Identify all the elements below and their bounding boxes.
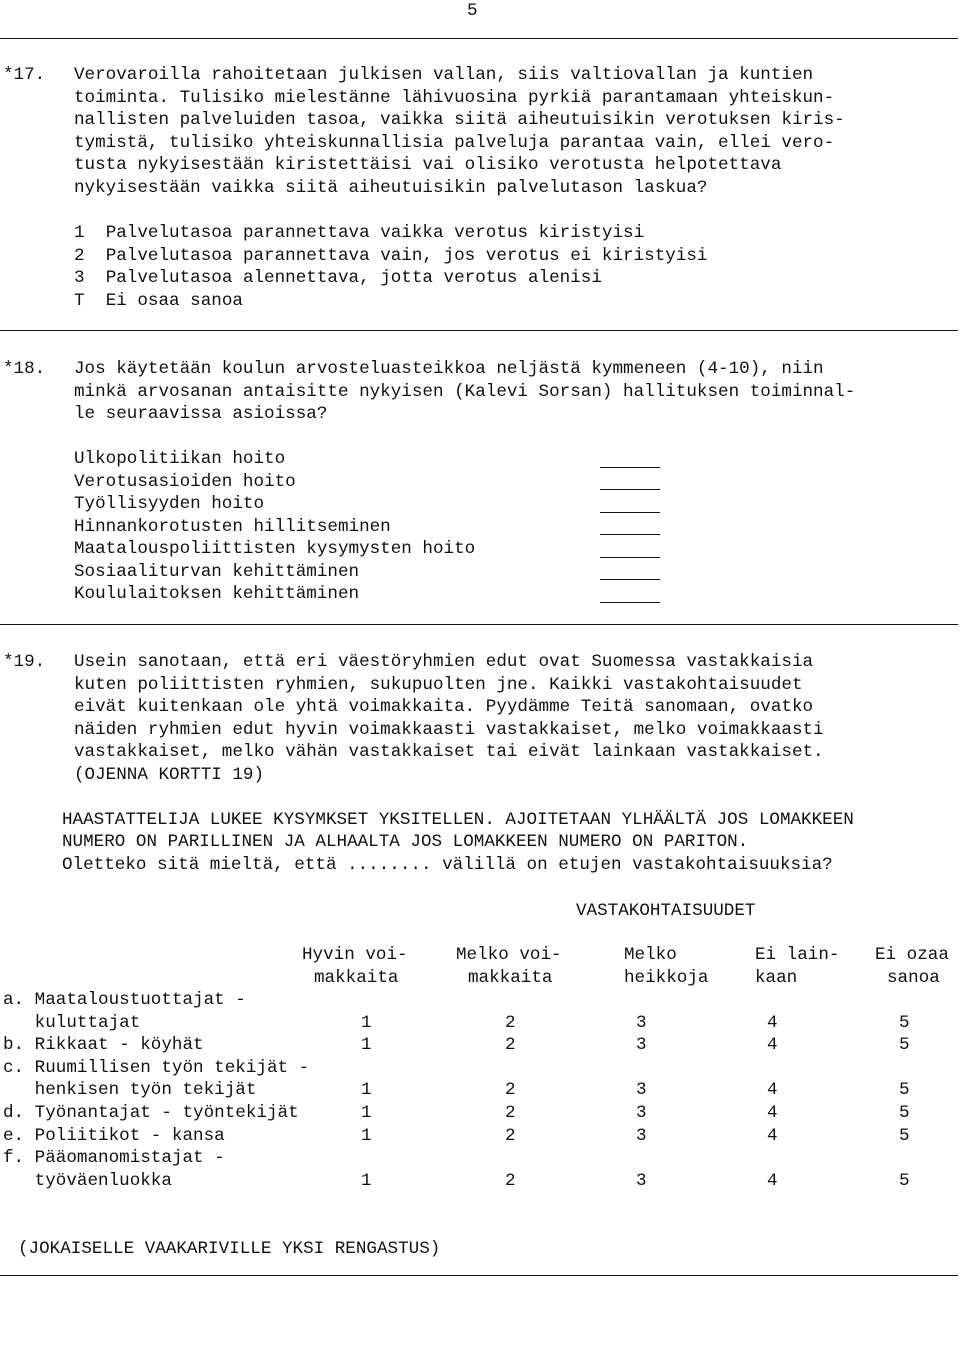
row-label: henkisen työn tekijät [3, 1080, 257, 1100]
divider [0, 330, 958, 331]
answer-code[interactable]: 3 [636, 1080, 647, 1100]
answer-option[interactable] [74, 267, 602, 290]
answer-code[interactable]: 5 [899, 1013, 910, 1033]
answer-code[interactable]: 3 [636, 1035, 647, 1055]
answer-code[interactable]: 3 [636, 1171, 647, 1191]
row-label: työväenluokka [3, 1171, 172, 1191]
option-code: 1 [74, 223, 85, 243]
option-code: 2 [74, 246, 85, 266]
question-text-line: toiminta. Tulisiko mielestänne lähivuosina pyrkiä parantamaan yhteiskun- [74, 88, 835, 108]
column-header: sanoa [887, 968, 940, 988]
question-number: *17. [3, 65, 46, 85]
column-header: Melko [624, 945, 677, 965]
option-code: 3 [74, 268, 85, 288]
question-text-line: näiden ryhmien edut hyvin voimakkaasti vastakkaiset, melko voimakkaasti [74, 720, 824, 740]
column-header: makkaita [468, 968, 553, 988]
answer-code[interactable]: 4 [767, 1171, 778, 1191]
rating-item-label: Maatalouspoliittisten kysymysten hoito [74, 539, 476, 559]
question-text-line: nallisten palveluiden tasoa, vaikka siitä aiheutuisikin verotuksen kiris- [74, 110, 845, 130]
table-row [0, 1125, 960, 1148]
grade-answer-blank[interactable] [600, 602, 660, 603]
column-header: Hyvin voi- [302, 945, 408, 965]
answer-code[interactable]: 1 [361, 1013, 372, 1033]
rating-item-label: Työllisyyden hoito [74, 494, 265, 514]
answer-code[interactable]: 4 [767, 1103, 778, 1123]
question-text-line: vastakkaiset, melko vähän vastakkaiset tai eivät lainkaan vastakkaiset. [74, 742, 824, 762]
question-prompt: Oletteko sitä mieltä, että ........ välillä on etujen vastakohtaisuuksia? [62, 855, 833, 875]
page-number: 5 [467, 1, 478, 21]
question-text-line: nykyisestään vaikka siitä aiheutuisikin palvelutason laskua? [74, 178, 708, 198]
row-label: f. Pääomanomistajat - [3, 1148, 225, 1168]
table-title: VASTAKOHTAISUUDET [576, 901, 756, 921]
show-card-instruction: (OJENNA KORTTI 19) [74, 765, 265, 785]
answer-option[interactable] [74, 222, 644, 245]
table-row [0, 1170, 960, 1193]
grade-answer-blank[interactable] [600, 512, 660, 513]
row-label: kuluttajat [3, 1013, 141, 1033]
answer-code[interactable]: 1 [361, 1080, 372, 1100]
answer-code[interactable]: 1 [361, 1103, 372, 1123]
divider [0, 38, 958, 39]
answer-code[interactable]: 1 [361, 1126, 372, 1146]
answer-code[interactable]: 2 [505, 1171, 516, 1191]
answer-code[interactable]: 5 [899, 1103, 910, 1123]
row-label: e. Poliitikot - kansa [3, 1126, 225, 1146]
answer-code[interactable]: 1 [361, 1035, 372, 1055]
question-text-line: kuten poliittisten ryhmien, sukupuolten jne. Kaikki vastakohtaisuudet [74, 675, 803, 695]
question-text-line: tymistä, tulisiko yhteiskunnallisia palveluja parantaa vain, ellei vero- [74, 133, 835, 153]
answer-code[interactable]: 5 [899, 1126, 910, 1146]
answer-code[interactable]: 4 [767, 1035, 778, 1055]
column-header: heikkoja [624, 968, 709, 988]
rating-item-label: Koululaitoksen kehittäminen [74, 584, 360, 604]
grade-answer-blank[interactable] [600, 557, 660, 558]
question-text-line: Verovaroilla rahoitetaan julkisen vallan, siis valtiovallan ja kuntien [74, 65, 814, 85]
option-text: Palvelutasoa parannettava vaikka verotus kiristyisi [105, 223, 645, 243]
grade-answer-blank[interactable] [600, 467, 660, 468]
table-row [0, 1079, 960, 1102]
answer-code[interactable]: 4 [767, 1013, 778, 1033]
divider [0, 1275, 958, 1276]
answer-code[interactable]: 3 [636, 1126, 647, 1146]
column-header: Melko voi- [456, 945, 562, 965]
question-number: *19. [3, 652, 46, 672]
answer-code[interactable]: 5 [899, 1035, 910, 1055]
interviewer-instruction: HAASTATTELIJA LUKEE KYSYMKSET YKSITELLEN. AJOITETAAN YLHÄÄLTÄ JOS LOMAKKEEN [62, 810, 854, 830]
answer-code[interactable]: 2 [505, 1080, 516, 1100]
column-header: makkaita [314, 968, 399, 988]
answer-code[interactable]: 4 [767, 1126, 778, 1146]
divider [0, 624, 958, 625]
grade-answer-blank[interactable] [600, 579, 660, 580]
answer-code[interactable]: 3 [636, 1013, 647, 1033]
row-label: a. Maataloustuottajat - [3, 990, 246, 1010]
interviewer-instruction: NUMERO ON PARILLINEN JA ALHAALTA JOS LOMAKKEEN NUMERO ON PARITON. [62, 832, 749, 852]
answer-code[interactable]: 2 [505, 1035, 516, 1055]
question-text-line: Usein sanotaan, että eri väestöryhmien edut ovat Suomessa vastakkaisia [74, 652, 814, 672]
grade-answer-blank[interactable] [600, 489, 660, 490]
answer-option[interactable] [74, 245, 708, 268]
column-header: kaan [755, 968, 798, 988]
column-header: Ei ozaa [875, 945, 949, 965]
table-row [0, 1012, 960, 1035]
rating-item-label: Verotusasioiden hoito [74, 472, 296, 492]
answer-code[interactable]: 4 [767, 1080, 778, 1100]
table-row [0, 1034, 960, 1057]
rating-item-label: Hinnankorotusten hillitseminen [74, 517, 391, 537]
option-code: T [74, 291, 85, 311]
answer-code[interactable]: 2 [505, 1126, 516, 1146]
answer-code[interactable]: 5 [899, 1080, 910, 1100]
grade-answer-blank[interactable] [600, 534, 660, 535]
answer-code[interactable]: 2 [505, 1103, 516, 1123]
answer-code[interactable]: 3 [636, 1103, 647, 1123]
option-text: Palvelutasoa alennettava, jotta verotus alenisi [105, 268, 602, 288]
column-header: Ei lain- [755, 945, 840, 965]
question-text-line: tusta nykyisestään kiristettäisi vai olisiko verotusta helpotettava [74, 155, 782, 175]
option-text: Palvelutasoa parannettava vain, jos verotus ei kiristyisi [105, 246, 708, 266]
question-text-line: minkä arvosanan antaisitte nykyisen (Kalevi Sorsan) hallituksen toiminnal- [74, 382, 856, 402]
row-label: b. Rikkaat - köyhät [3, 1035, 204, 1055]
footer-note: (JOKAISELLE VAAKARIVILLE YKSI RENGASTUS) [18, 1239, 441, 1259]
question-text-line: eivät kuitenkaan ole yhtä voimakkaita. Pyydämme Teitä sanomaan, ovatko [74, 697, 814, 717]
question-text-line: le seuraavissa asioissa? [74, 404, 328, 424]
option-text: Ei osaa sanoa [105, 291, 243, 311]
table-row [0, 1102, 960, 1125]
question-text-line: Jos käytetään koulun arvosteluasteikkoa neljästä kymmeneen (4-10), niin [74, 359, 824, 379]
answer-code[interactable]: 2 [505, 1013, 516, 1033]
row-label: c. Ruumillisen työn tekijät - [3, 1058, 310, 1078]
rating-item-label: Sosiaaliturvan kehittäminen [74, 562, 360, 582]
question-number: *18. [3, 359, 46, 379]
row-label: d. Työnantajat - työntekijät [3, 1103, 299, 1123]
answer-code[interactable]: 5 [899, 1171, 910, 1191]
answer-code[interactable]: 1 [361, 1171, 372, 1191]
rating-item-label: Ulkopolitiikan hoito [74, 449, 286, 469]
answer-option[interactable] [74, 290, 243, 313]
